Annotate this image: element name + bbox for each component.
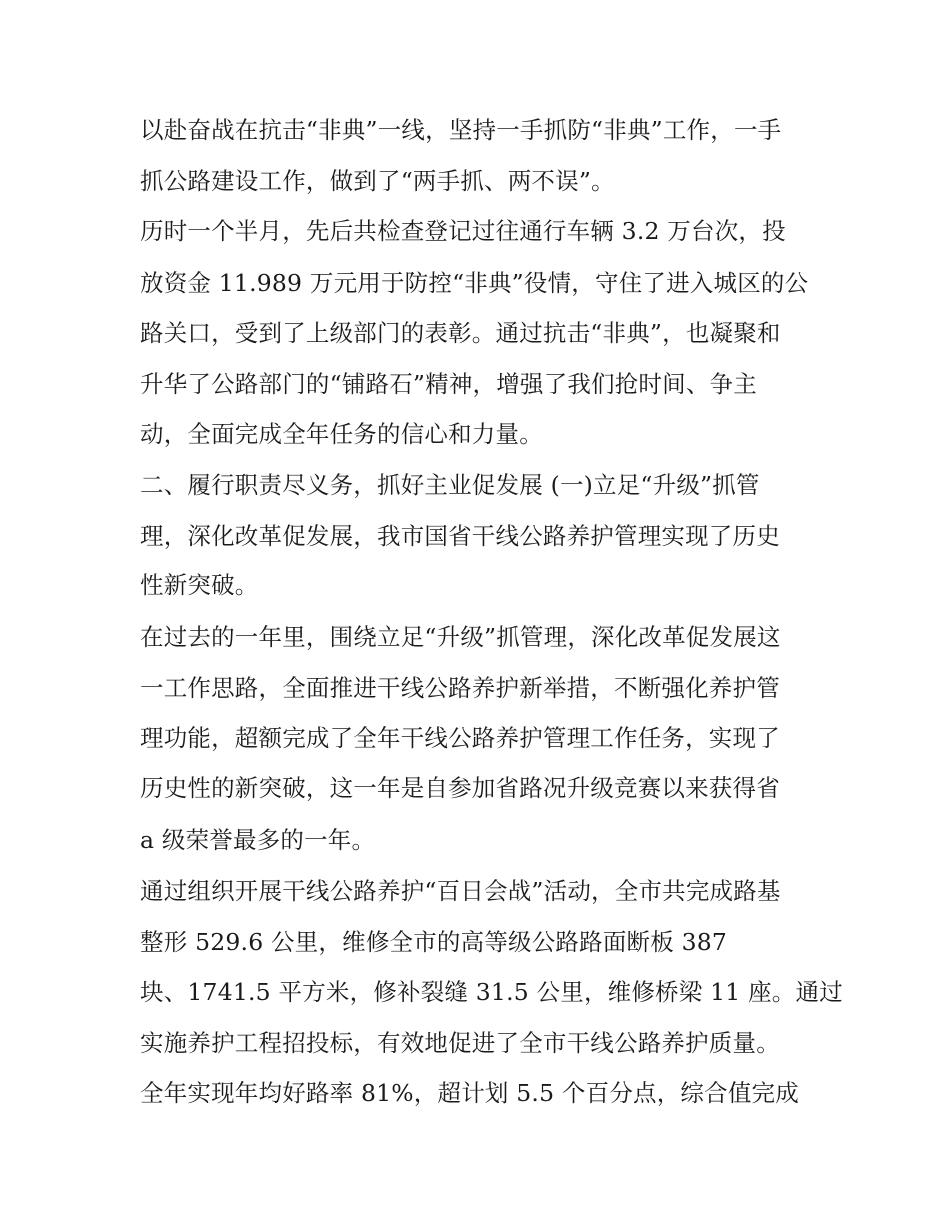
text-line: 理功能，超额完成了全年干线公路养护管理工作任务，实现了 (140, 724, 780, 752)
text-line: 通过组织开展干线公路养护“百日会战”活动，全市共完成路基 (140, 877, 781, 905)
text-line: 整形 529.6 公里，维修全市的高等级公路路面断板 387 (140, 928, 728, 956)
text-line: 抓公路建设工作，做到了“两手抓、两不误”。 (140, 167, 615, 195)
text-line: 历时一个半月，先后共检查登记过往通行车辆 3.2 万台次，投 (140, 217, 786, 245)
text-line: a 级荣誉最多的一年。 (140, 826, 376, 854)
text-line: 放资金 11.989 万元用于防控“非典”役情，守住了进入城区的公 (140, 269, 809, 297)
text-line: 路关口，受到了上级部门的表彰。通过抗击“非典”，也凝聚和 (140, 319, 781, 347)
text-line: 实施养护工程招投标，有效地促进了全市干线公路养护质量。 (140, 1029, 780, 1057)
text-line: 以赴奋战在抗击“非典”一线，坚持一手抓防“非典”工作，一手 (140, 116, 782, 144)
text-line: 理，深化改革促发展，我市国省干线公路养护管理实现了历史 (140, 522, 780, 550)
text-line: 二、履行职责尽义务，抓好主业促发展 (一)立足“升级”抓管 (140, 471, 760, 499)
text-line: 升华了公路部门的“铺路石”精神，增强了我们抢时间、争主 (140, 370, 757, 398)
text-line: 在过去的一年里，围绕立足“升级”抓管理，深化改革促发展这 (140, 623, 781, 651)
text-line: 全年实现年均好路率 81%，超计划 5.5 个百分点，综合值完成 (140, 1079, 799, 1107)
text-line: 一工作思路，全面推进干线公路养护新举措，不断强化养护管 (140, 674, 780, 702)
text-line: 块、1741.5 平方米，修补裂缝 31.5 公里，维修桥梁 11 座。通过 (140, 978, 843, 1006)
text-line: 性新突破。 (140, 571, 259, 599)
text-line: 历史性的新突破，这一年是自参加省路况升级竞赛以来获得省 (140, 774, 780, 802)
text-line: 动，全面完成全年任务的信心和力量。 (140, 420, 543, 448)
